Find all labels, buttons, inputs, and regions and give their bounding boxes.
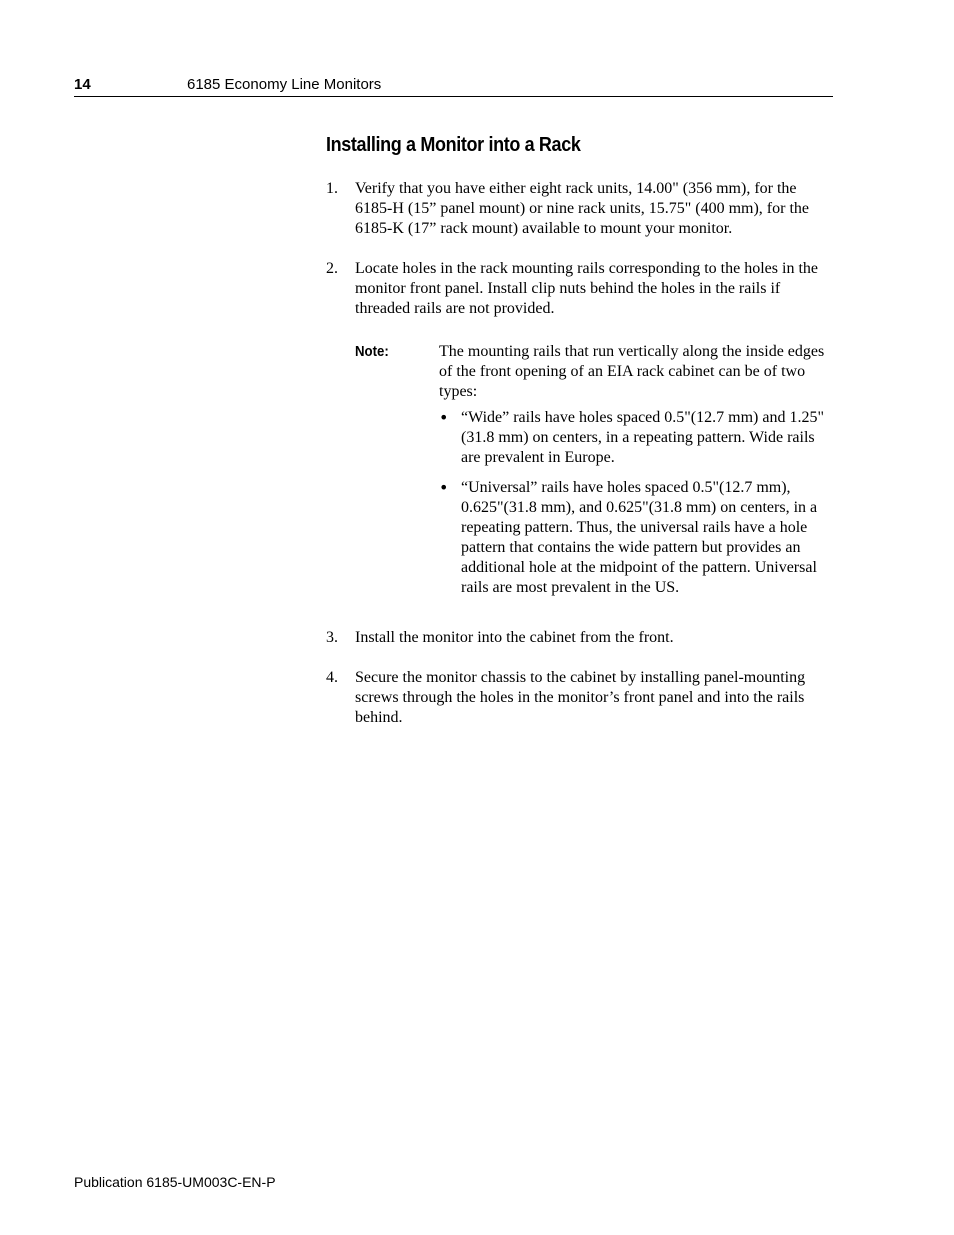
step-number: 3.: [326, 629, 338, 646]
publication-number: Publication 6185-UM003C-EN-P: [74, 1174, 276, 1190]
list-item-wide-rails: [439, 408, 834, 468]
bullet-icon: •: [439, 408, 449, 427]
page-number: 14: [74, 76, 91, 93]
document-title: 6185 Economy Line Monitors: [187, 76, 382, 93]
note-label: Note:: [355, 343, 389, 360]
step-4: [326, 668, 834, 728]
step-text: Secure the monitor chassis to the cabinet by installing panel-mounting screws through the holes in the monitor’s front panel and into the rails behind.: [355, 669, 806, 726]
page-footer: [74, 1174, 276, 1190]
note-text: The mounting rails that run vertically along the inside edges of the front opening of an EIA rack cabinet can be of two types:: [439, 343, 825, 400]
step-1: [326, 179, 834, 239]
note: [355, 342, 834, 608]
step-number: 2.: [326, 260, 338, 277]
bullet-text: “Wide” rails have holes spaced 0.5"(12.7 mm) and 1.25"(31.8 mm) on centers, in a repeating pattern. Wide rails are prevalent in Europe.: [461, 409, 824, 466]
bullet-icon: •: [439, 478, 449, 497]
step-2: [326, 259, 834, 608]
step-number: 1.: [326, 180, 338, 197]
section-heading: Installing a Monitor into a Rack: [326, 134, 581, 156]
rail-types-list: [439, 408, 834, 598]
bullet-text: “Universal” rails have holes spaced 0.5"(12.7 mm), 0.625"(31.8 mm), and 0.625"(31.8 mm) on centers, in a repeating pattern. Thus, the universal rails have a hole pattern that contains the wide pattern but provides an additional hole at the midpoint of the pattern. Universal rails are most prevalent in the US.: [461, 479, 818, 596]
list-item-universal-rails: [439, 478, 834, 598]
step-3: [326, 628, 834, 648]
step-text: Verify that you have either eight rack units, 14.00" (356 mm), for the 6185-H (15” panel mount) or nine rack units, 15.75" (400 mm), for the 6185-K (17” rack mount) available to mount your monitor.: [355, 180, 809, 237]
step-text: Install the monitor into the cabinet from the front.: [355, 629, 674, 646]
instructions: [326, 179, 834, 748]
page-header: [74, 74, 833, 97]
step-number: 4.: [326, 669, 338, 686]
step-text: Locate holes in the rack mounting rails corresponding to the holes in the monitor front panel. Install clip nuts behind the holes in the rails if threaded rails are not provided.: [355, 260, 818, 317]
